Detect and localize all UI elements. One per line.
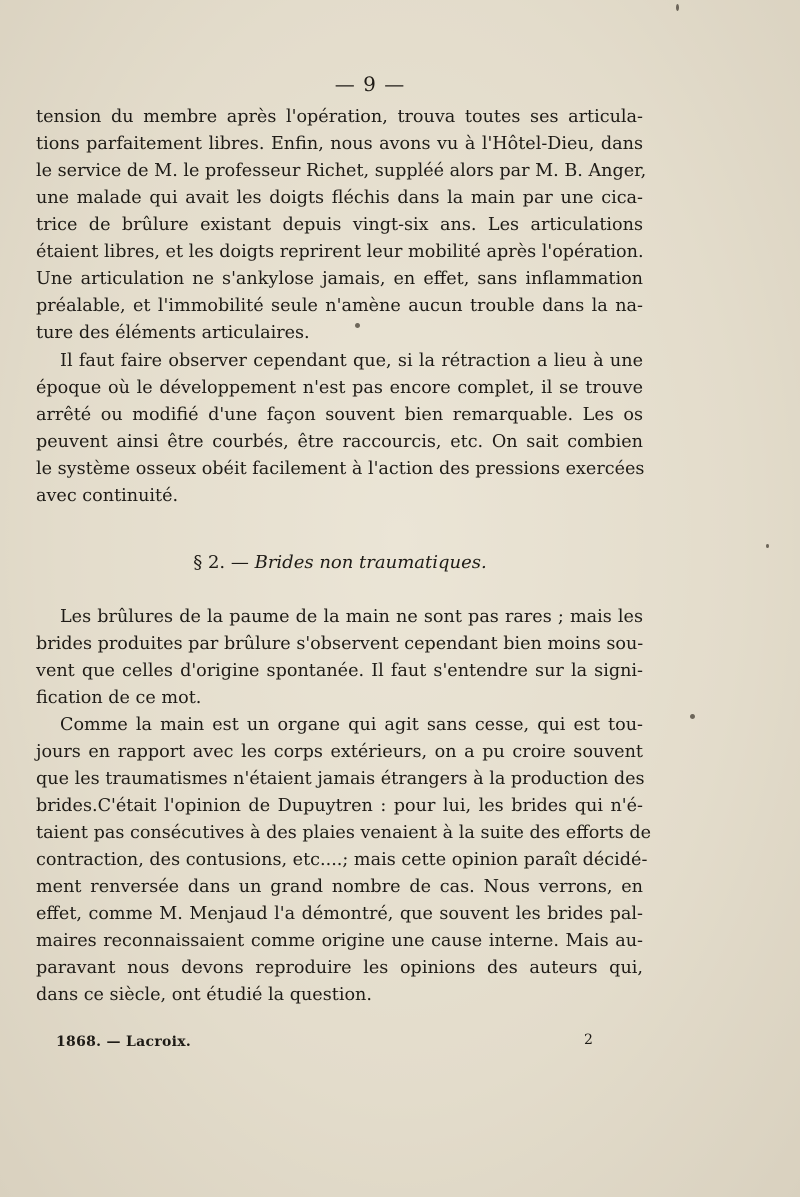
- text-line: effet, comme M. Menjaud l'a démontré, que souvent les brides pal-: [36, 904, 643, 924]
- text-line: Les brûlures de la paume de la main ne sont pas rares ; mais les: [60, 607, 643, 627]
- printer-signature: 1868. — Lacroix.: [56, 1034, 192, 1050]
- section-title: Brides non traumatiques.: [254, 552, 487, 573]
- text-line: préalable, et l'immobilité seule n'amène aucun trouble dans la na-: [36, 296, 643, 316]
- text-line: une malade qui avait les doigts fléchis dans la main par une cica-: [36, 188, 643, 208]
- section-heading: [0, 551, 680, 575]
- text-line: jours en rapport avec les corps extérieurs, on a pu croire souvent: [36, 742, 643, 762]
- text-line: étaient libres, et les doigts reprirent leur mobilité après l'opération.: [36, 242, 644, 262]
- text-line: arrêté ou modifié d'une façon souvent bien remarquable. Les os: [36, 405, 643, 425]
- text-line: contraction, des contusions, etc....; mais cette opinion paraît décidé-: [36, 850, 648, 870]
- text-line: ture des éléments articulaires.: [36, 323, 310, 343]
- paper-speck: [676, 4, 679, 11]
- text-line: brides.C'était l'opinion de Dupuytren : pour lui, les brides qui n'é-: [36, 796, 643, 816]
- text-line: peuvent ainsi être courbés, être raccourcis, etc. On sait combien: [36, 432, 643, 452]
- text-line: maires reconnaissaient comme origine une cause interne. Mais au-: [36, 931, 643, 951]
- text-line: fication de ce mot.: [36, 688, 202, 708]
- text-line: avec continuité.: [36, 486, 179, 506]
- paper-speck: [355, 323, 360, 328]
- page-number: — 9 —: [334, 72, 406, 96]
- text-line: que les traumatismes n'étaient jamais étrangers à la production des: [36, 769, 645, 789]
- paper-speck: [690, 714, 695, 719]
- text-line: Comme la main est un organe qui agit sans cesse, qui est tou-: [60, 715, 643, 735]
- text-line: Il faut faire observer cependant que, si la rétraction a lieu à une: [60, 351, 643, 371]
- section-number: § 2. —: [193, 552, 249, 573]
- text-line: vent que celles d'origine spontanée. Il faut s'entendre sur la signi-: [36, 661, 643, 681]
- text-line: ment renversée dans un grand nombre de cas. Nous verrons, en: [36, 877, 643, 897]
- signature-mark: 2: [584, 1032, 593, 1048]
- text-line: tension du membre après l'opération, trouva toutes ses articula-: [36, 107, 643, 127]
- text-line: le service de M. le professeur Richet, suppléé alors par M. B. Anger,: [36, 161, 647, 181]
- text-line: le système osseux obéit facilement à l'action des pressions exercées: [36, 459, 645, 479]
- text-line: paravant nous devons reproduire les opinions des auteurs qui,: [36, 958, 643, 978]
- text-line: Une articulation ne s'ankylose jamais, en effet, sans inflammation: [36, 269, 643, 289]
- text-line: taient pas consécutives à des plaies venaient à la suite des efforts de: [36, 823, 652, 843]
- text-line: tions parfaitement libres. Enfin, nous avons vu à l'Hôtel-Dieu, dans: [36, 134, 643, 154]
- text-line: dans ce siècle, ont étudié la question.: [36, 985, 372, 1005]
- text-line: époque où le développement n'est pas encore complet, il se trouve: [36, 378, 643, 398]
- text-line: brides produites par brûlure s'observent cependant bien moins sou-: [36, 634, 644, 654]
- paper-speck: [766, 544, 769, 548]
- text-line: trice de brûlure existant depuis vingt-six ans. Les articulations: [36, 215, 643, 235]
